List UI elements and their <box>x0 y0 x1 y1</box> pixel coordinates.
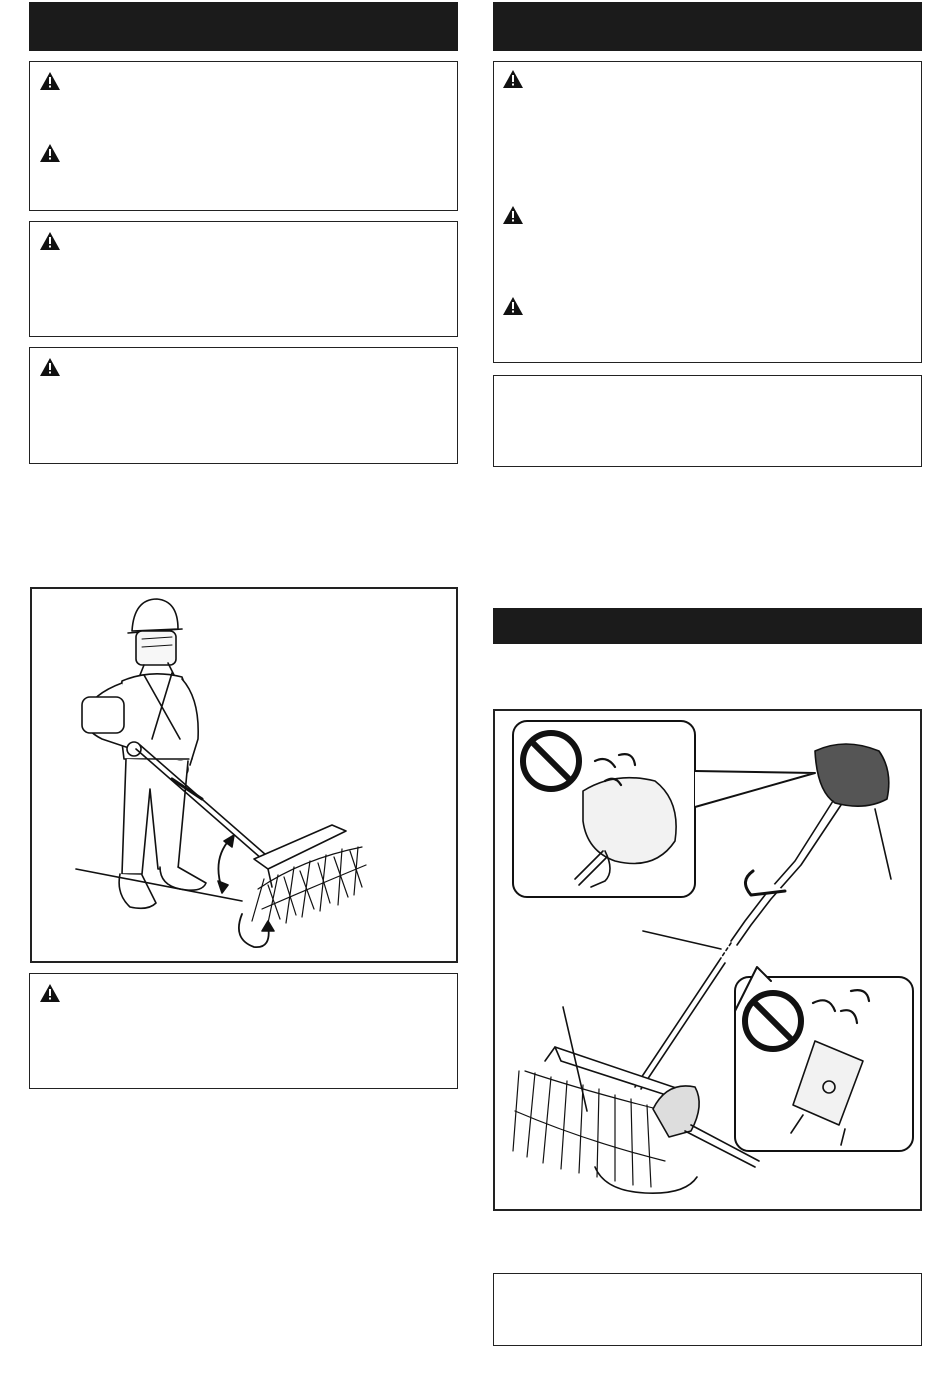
notice-box-1 <box>493 375 922 467</box>
warning-triangle-icon <box>39 983 61 1003</box>
warning-box-2 <box>29 221 458 337</box>
warning-box-5 <box>493 61 922 363</box>
warning-box-1 <box>29 61 458 211</box>
warning-triangle-icon <box>39 357 61 377</box>
cleaning-section-heading-bar <box>493 608 922 644</box>
warning-box-3 <box>29 347 458 464</box>
warning-triangle-icon <box>502 296 524 316</box>
cleaning-figure <box>493 709 922 1211</box>
right-section-heading-bar <box>493 2 922 51</box>
warning-triangle-icon <box>39 143 61 163</box>
warning-box-4 <box>29 973 458 1089</box>
cleaning-illustration <box>495 711 920 1209</box>
person-sweeping-illustration <box>32 589 456 961</box>
warning-triangle-icon <box>502 69 524 89</box>
left-section-heading-bar <box>29 2 458 51</box>
operation-figure <box>30 587 458 963</box>
notice-box-2 <box>493 1273 922 1346</box>
warning-triangle-icon <box>39 231 61 251</box>
warning-triangle-icon <box>502 205 524 225</box>
warning-triangle-icon <box>39 71 61 91</box>
